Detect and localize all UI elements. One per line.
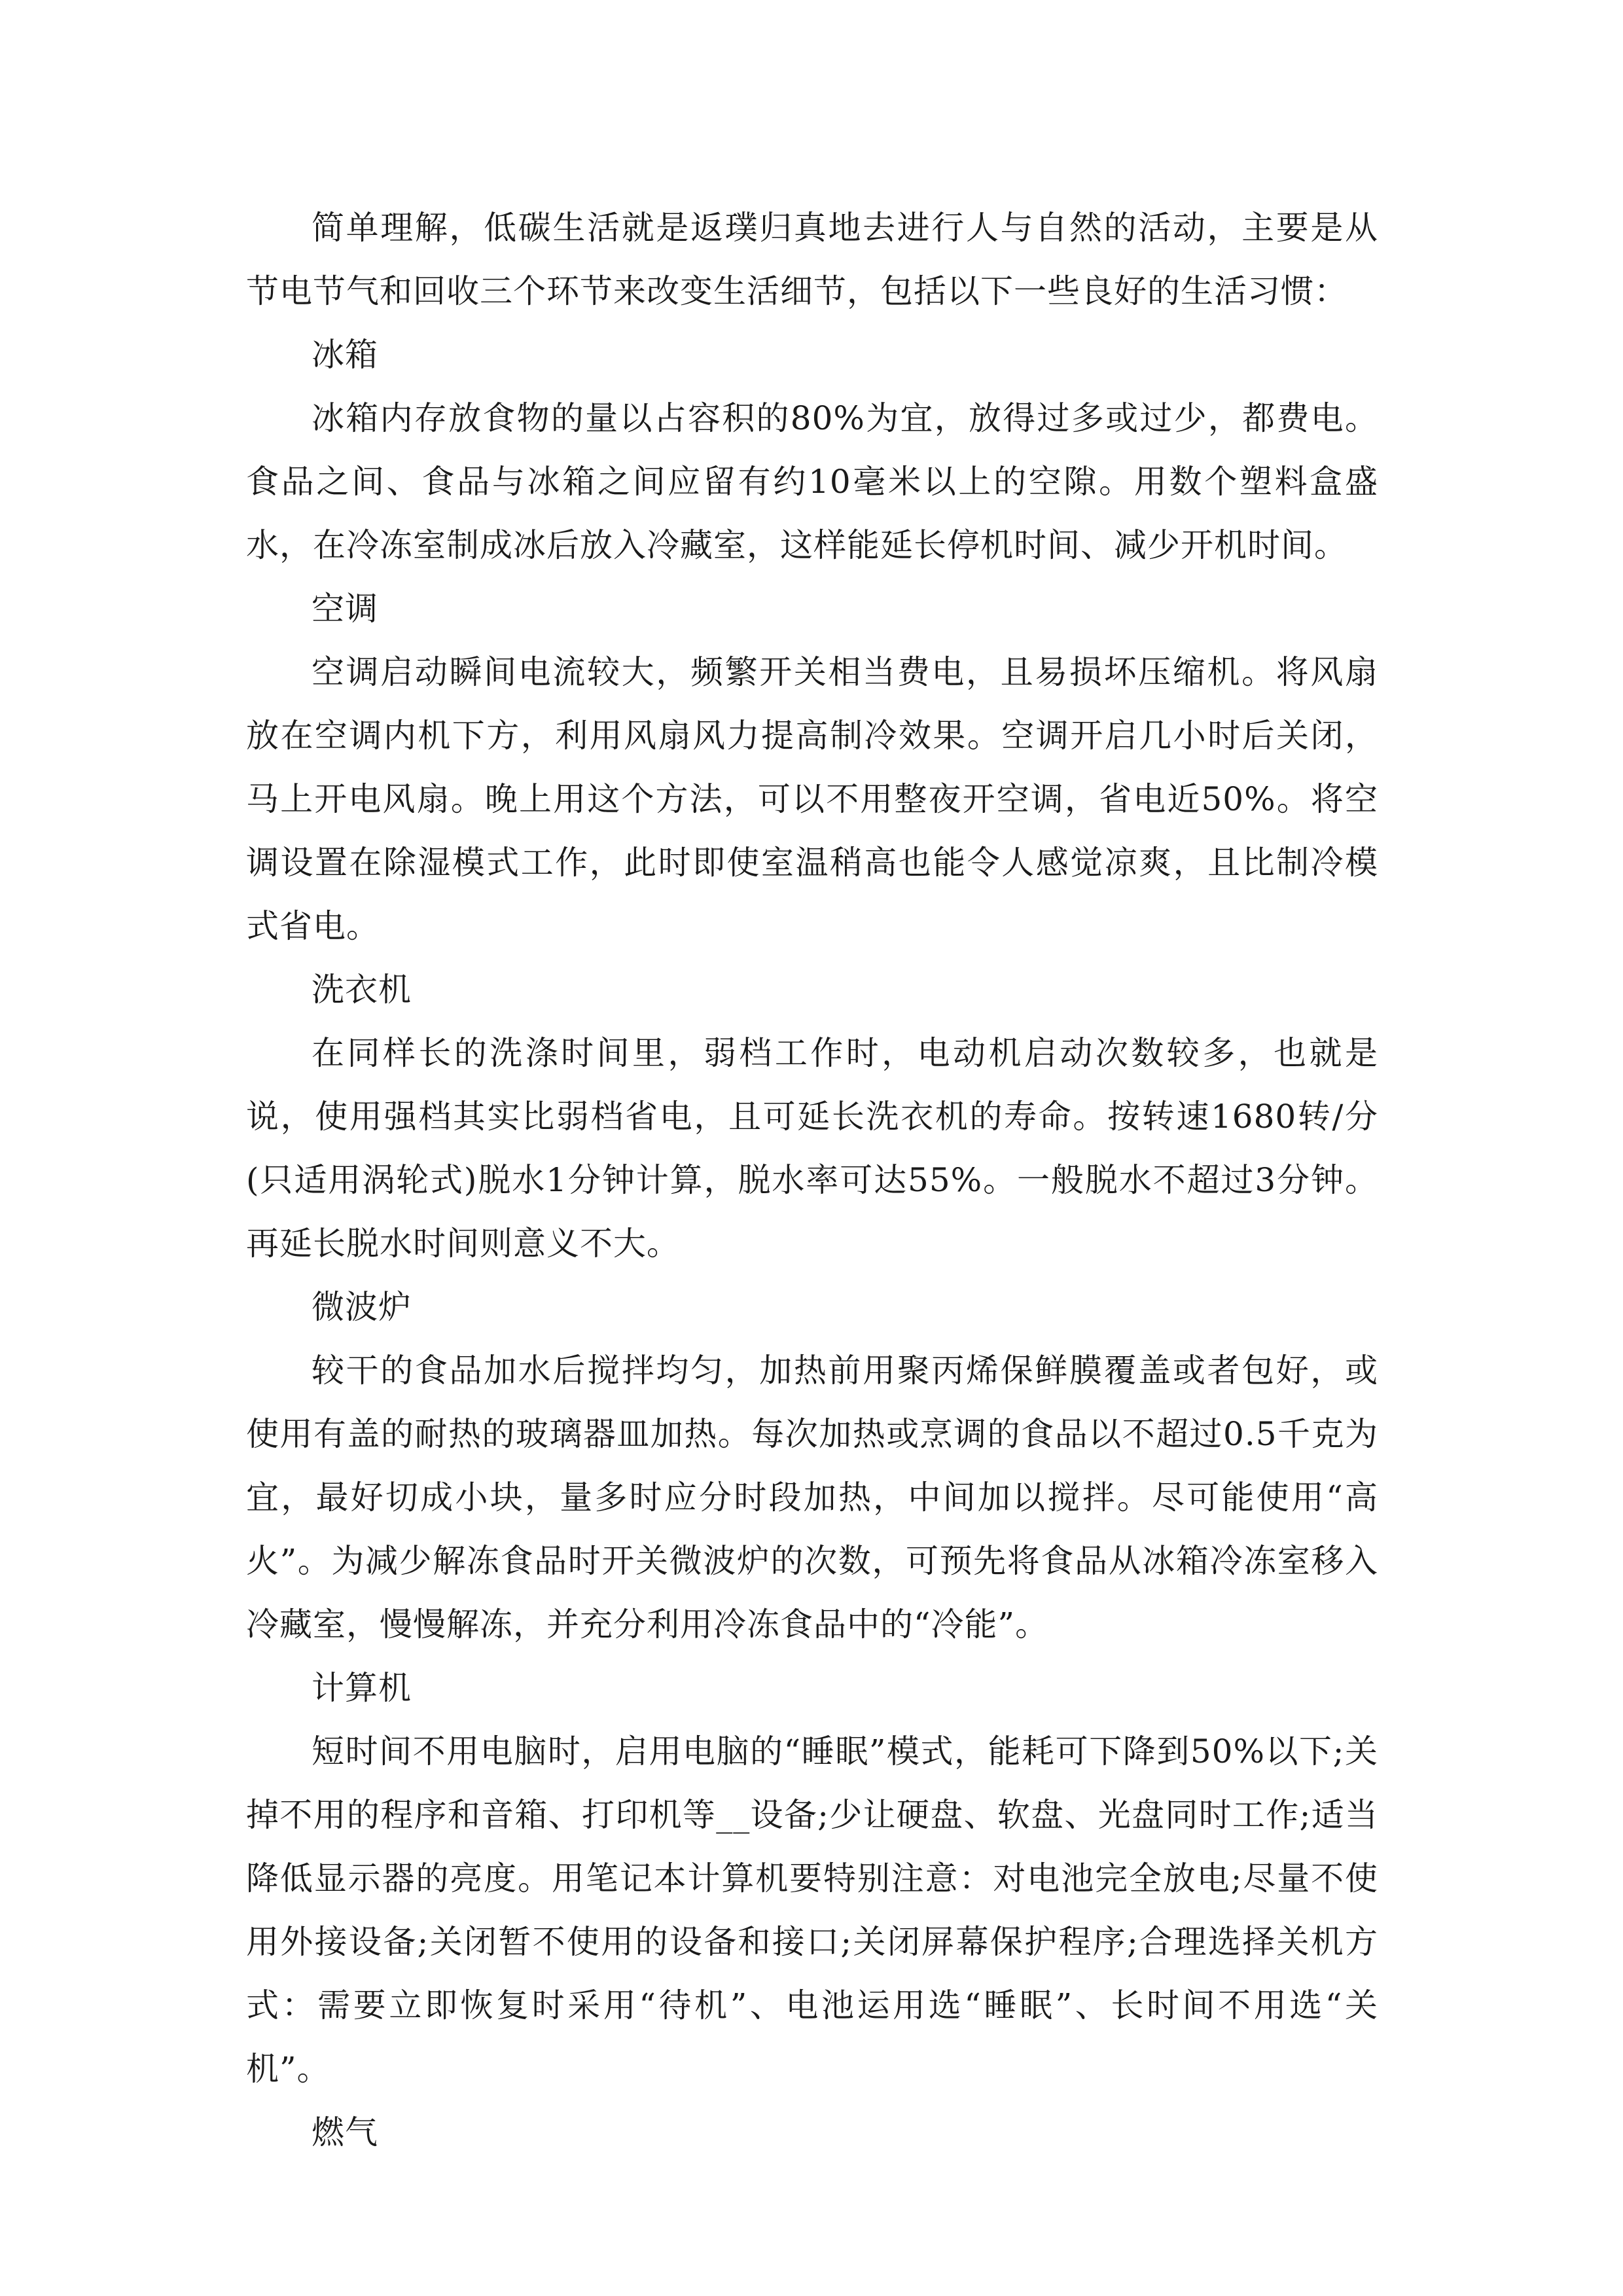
section-body-air-conditioner: 空调启动瞬间电流较大，频繁开关相当费电，且易损坏压缩机。将风扇放在空调内机下方，利用风扇风力提高制冷效果。空调开启几小时后关闭，马上开电风扇。晚上用这个方法，可以不用整夜开空调，省电近50%。将空调设置在除湿模式工作，此时即使室温稍高也能令人感觉凉爽，且比制冷模式省电。 (246, 653, 1378, 945)
section-heading-microwave: 微波炉 (312, 1288, 412, 1326)
document-body (246, 196, 1378, 2164)
section-body-washing-machine: 在同样长的洗涤时间里，弱档工作时，电动机启动次数较多，也就是说，使用强档其实比弱档省电，且可延长洗衣机的寿命。按转速1680转/分(只适用涡轮式)脱水1分钟计算，脱水率可达55%。一般脱水不超过3分钟。再延长脱水时间则意义不大。 (246, 1034, 1378, 1263)
section-heading-gas: 燃气 (312, 2113, 378, 2151)
section-heading-washing-machine: 洗衣机 (312, 971, 412, 1009)
section-body-computer: 短时间不用电脑时，启用电脑的“睡眠”模式，能耗可下降到50%以下;关掉不用的程序和音箱、打印机等__设备;少让硬盘、软盘、光盘同时工作;适当降低显示器的亮度。用笔记本计算机要特别注意：对电池完全放电;尽量不使用外接设备;关闭暂不使用的设备和接口;关闭屏幕保护程序;合理选择关机方式：需要立即恢复时采用“待机”、电池运用选“睡眠”、长时间不用选“关机”。 (246, 1732, 1378, 2088)
section-body-fridge: 冰箱内存放食物的量以占容积的80%为宜，放得过多或过少，都费电。食品之间、食品与冰箱之间应留有约10毫米以上的空隙。用数个塑料盒盛水，在冷冻室制成冰后放入冷藏室，这样能延长停机时间、减少开机时间。 (246, 399, 1378, 564)
section-heading-fridge: 冰箱 (312, 336, 378, 374)
section-heading-computer: 计算机 (312, 1669, 412, 1707)
intro-paragraph: 简单理解，低碳生活就是返璞归真地去进行人与自然的活动，主要是从节电节气和回收三个环节来改变生活细节，包括以下一些良好的生活习惯： (246, 209, 1378, 310)
section-body-microwave: 较干的食品加水后搅拌均匀，加热前用聚丙烯保鲜膜覆盖或者包好，或使用有盖的耐热的玻璃器皿加热。每次加热或烹调的食品以不超过0.5千克为宜，最好切成小块，量多时应分时段加热，中间加以搅拌。尽可能使用“高火”。为减少解冻食品时开关微波炉的次数，可预先将食品从冰箱冷冻室移入冷藏室，慢慢解冻，并充分利用冷冻食品中的“冷能”。 (246, 1352, 1378, 1643)
section-heading-air-conditioner: 空调 (312, 590, 378, 628)
